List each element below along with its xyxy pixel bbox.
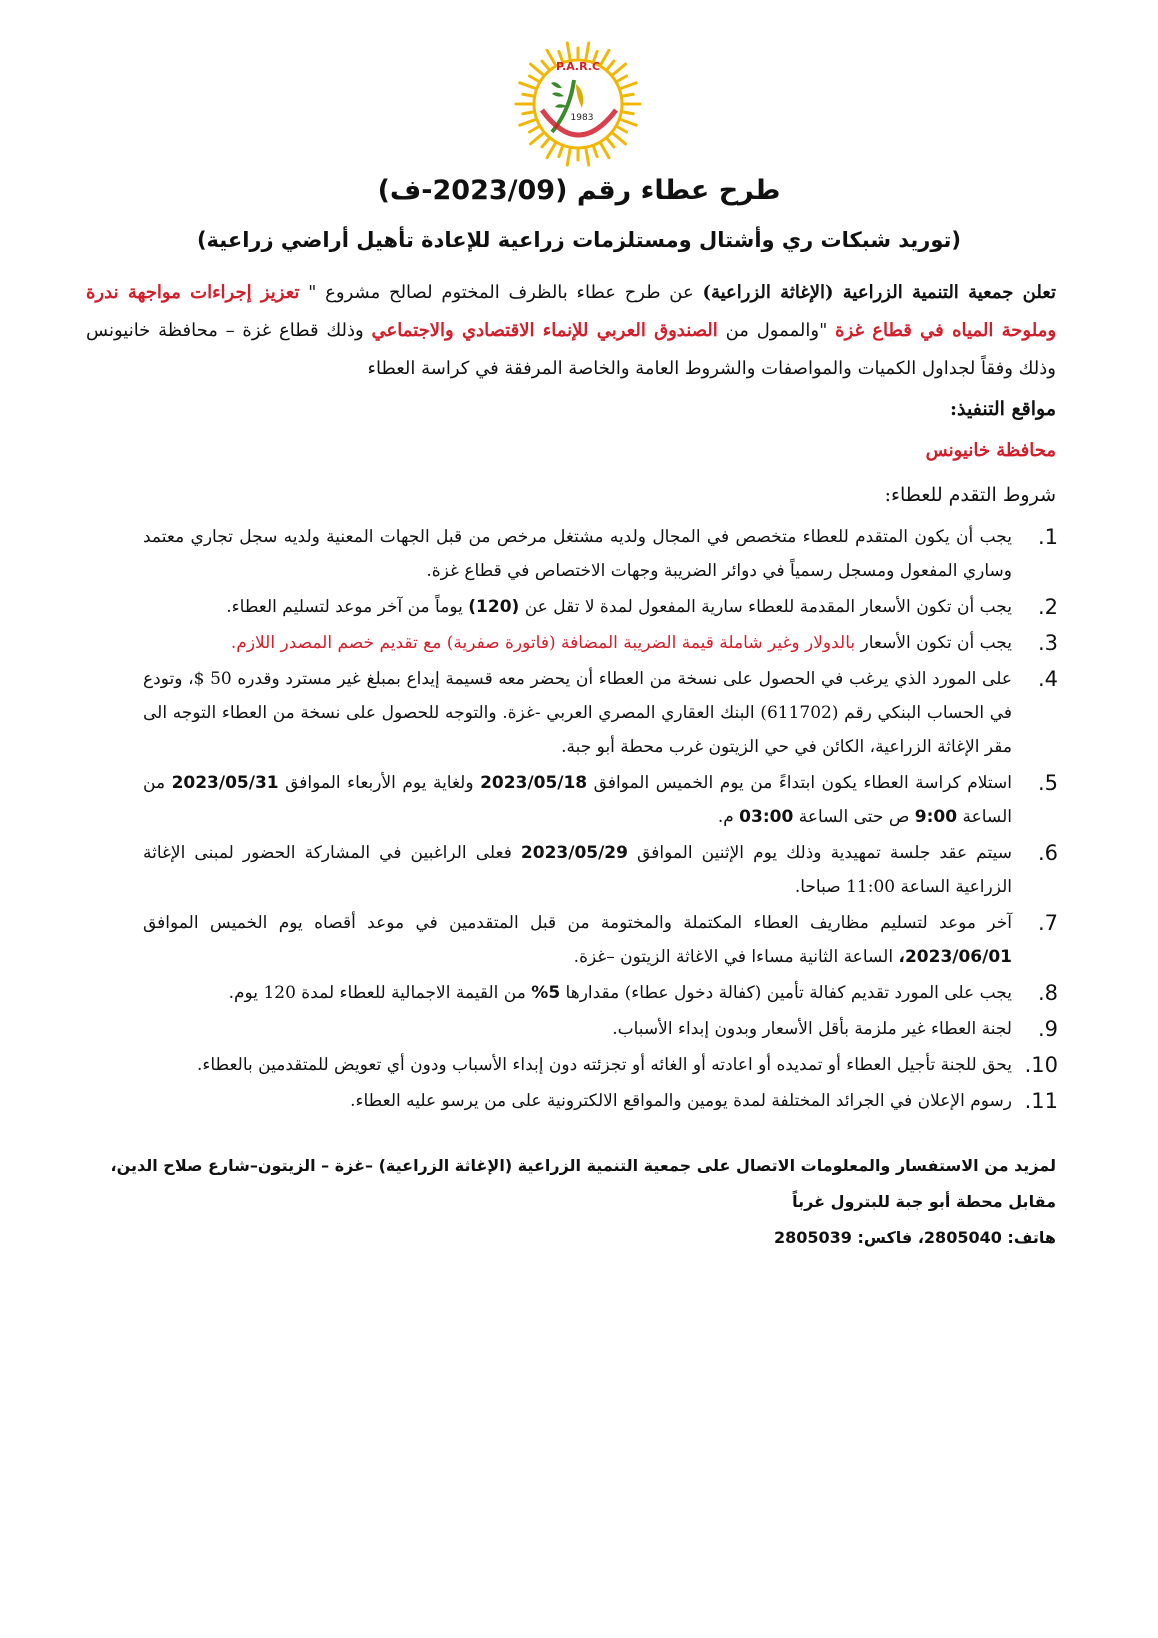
condition-text: من القيمة الاجمالية للعطاء لمدة 120 يوم.	[228, 983, 532, 1003]
condition-bond-percent: 5%	[531, 983, 561, 1003]
intro-text-2: "والممول من	[717, 320, 836, 341]
logo-sun-ray	[608, 61, 614, 69]
condition-validity-days: (120)	[468, 597, 520, 617]
logo-sun-ray	[621, 83, 636, 88]
logo-sun-ray	[530, 76, 539, 81]
condition-item	[143, 1084, 1058, 1118]
contact-phone-fax: هاتف: 2805040، فاكس: 2805039	[773, 1228, 1056, 1247]
condition-text: سيتم عقد جلسة تمهيدية وذلك يوم الإثنين الموافق	[627, 843, 1012, 863]
condition-number: 10.	[1024, 1053, 1058, 1077]
logo-sun-ray	[567, 149, 570, 165]
condition-text: يحق للجنة تأجيل العطاء أو تمديده أو اعادته أو الغائه أو تجزئته دون إبداء الأسباب ودون أي تعويض للمتقدمين بالعطاء.	[196, 1055, 1012, 1075]
logo-sun-ray	[547, 50, 555, 64]
tender-title: طرح عطاء رقم (2023/09-ف)	[377, 175, 781, 206]
logo-sun-ray	[530, 127, 539, 132]
condition-start-date: 2023/05/18	[480, 773, 588, 793]
condition-item	[143, 976, 1058, 1010]
conditions-heading: شروط التقدم للعطاء:	[884, 484, 1056, 506]
condition-number: 4.	[1037, 667, 1058, 691]
logo-sun-ray	[618, 127, 627, 132]
logo-sun-ray	[621, 120, 636, 125]
condition-number: 9.	[1037, 1017, 1058, 1041]
parc-logo	[512, 40, 644, 168]
execution-location: محافظة خانيونس	[925, 440, 1056, 461]
intro-text-1: عن طرح عطاء بالظرف المختوم لصالح مشروع "	[299, 282, 703, 303]
logo-sun-ray	[613, 64, 625, 74]
logo-sun-ray	[623, 112, 633, 114]
condition-text: على المورد الذي يرغب في الحصول على نسخة من العطاء أن يحضر معه قسيمة إيداع بمبلغ غير مسترد وقدره 50 $، وتودع في الحساب البنكي رقم (611702) البنك العقاري المصري العربي -غزة. والتوجه للحصول على نسخة من العطاء التوجه الى مقر الإغاثة الزراعية، الكائن في حي الزيتون غرب محطة أبو جبة.	[143, 669, 1012, 757]
logo-sun-ray	[623, 94, 633, 96]
condition-invoice-note: (فاتورة صفرية) مع تقديم خصم المصدر اللازم.	[230, 633, 556, 653]
logo-sun-ray	[520, 83, 535, 88]
logo-sun-ray	[547, 144, 555, 158]
condition-text: يجب أن تكون الأسعار	[855, 633, 1012, 653]
condition-number: 11.	[1024, 1089, 1058, 1113]
logo-sun-ray	[594, 147, 597, 156]
condition-text: آخر موعد لتسليم مظاريف العطاء المكتملة والمختومة من قبل المتقدمين في موعد أقصاه يوم الخميس الموافق	[143, 913, 1012, 933]
logo-sun-ray	[613, 134, 625, 144]
condition-item	[143, 906, 1058, 974]
condition-item	[143, 836, 1058, 904]
tender-subtitle: (توريد شبكات ري وأشتال ومستلزمات زراعية للإعادة تأهيل أراضي زراعية)	[196, 228, 962, 252]
logo-sun-ray	[586, 43, 589, 59]
condition-end-time: 03:00	[739, 807, 794, 827]
condition-number: 6.	[1037, 841, 1058, 865]
logo-year: 1983	[570, 113, 594, 123]
condition-text: لجنة العطاء غير ملزمة بأقل الأسعار وبدون إبداء الأسباب.	[612, 1019, 1012, 1039]
condition-number: 5.	[1037, 771, 1058, 795]
condition-item	[143, 590, 1058, 624]
execution-heading: مواقع التنفيذ:	[950, 398, 1056, 420]
condition-text: فعلى الراغبين في المشاركة الحضور لمبنى الإغاثة الزراعية الساعة 11:00 صباحا.	[143, 843, 1012, 897]
logo-sun-ray	[601, 50, 609, 64]
logo-sun-ray	[567, 43, 570, 59]
intro-org: تعلن جمعية التنمية الزراعية (الإغاثة الزراعية)	[702, 282, 1056, 303]
condition-end-date: 2023/05/31	[171, 773, 279, 793]
condition-text: من الساعة	[143, 773, 1012, 827]
logo-sun-ray	[531, 134, 543, 144]
logo-sun-ray	[531, 64, 543, 74]
logo-sun-ray	[601, 144, 609, 158]
condition-text: يجب على المورد تقديم كفالة تأمين (كفالة دخول عطاء) مقدارها	[560, 983, 1012, 1003]
intro-funder: الصندوق العربي للإنماء الاقتصادي والاجتماعي	[371, 320, 718, 341]
condition-number: 3.	[1037, 631, 1058, 655]
logo-sun-ray	[542, 139, 548, 147]
condition-item	[143, 766, 1058, 834]
condition-text: الساعة الثانية مساءا في الاغاثة الزيتون –غزة.	[573, 947, 899, 967]
condition-number: 1.	[1037, 525, 1058, 549]
condition-text: رسوم الإعلان في الجرائد المختلفة لمدة يومين والمواقع الالكترونية على من يرسو عليه العطاء.	[350, 1091, 1012, 1111]
condition-number: 8.	[1037, 981, 1058, 1005]
logo-sun-ray	[523, 94, 533, 96]
condition-item	[143, 1012, 1058, 1046]
condition-text: م.	[717, 807, 740, 827]
condition-text: ص حتى الساعة	[793, 807, 915, 827]
logo-sun-ray	[608, 139, 614, 147]
condition-item	[143, 1048, 1058, 1082]
intro-paragraph	[86, 274, 1056, 388]
condition-text: يجب أن يكون المتقدم للعطاء متخصص في المجال ولديه مشتغل مرخص من قبل الجهات المعنية ولديه سجل تجاري معتمد وساري المفعول ومسجل رسمياً في دوائر الضريبة وجهات الاختصاص في قطاع غزة.	[143, 527, 1012, 581]
logo-sun-ray	[542, 61, 548, 69]
condition-item	[143, 662, 1058, 764]
condition-number: 2.	[1037, 595, 1058, 619]
condition-text: يجب أن تكون الأسعار المقدمة للعطاء سارية المفعول لمدة لا تقل عن	[519, 597, 1012, 617]
contact-info	[86, 1148, 1056, 1256]
condition-currency-note: بالدولار وغير شاملة قيمة الضريبة المضافة	[555, 633, 856, 653]
condition-item	[143, 626, 1058, 660]
condition-number: 7.	[1037, 911, 1058, 935]
condition-text: يوماً من آخر موعد لتسليم العطاء.	[226, 597, 469, 617]
condition-meeting-date: 2023/05/29	[520, 843, 628, 863]
contact-address: لمزيد من الاستفسار والمعلومات الاتصال على جمعية التنمية الزراعية (الإغاثة الزراعية) –غزة – الزيتون–شارع صلاح الدين، مقابل محطة أبو جبة للبترول غرباً	[110, 1156, 1056, 1211]
logo-sun-ray	[618, 76, 627, 81]
logo-sun-ray	[586, 149, 589, 165]
conditions-list	[143, 520, 1058, 1120]
logo-sun-ray	[520, 120, 535, 125]
logo-sun-ray	[523, 112, 533, 114]
condition-start-time: 9:00	[914, 807, 958, 827]
intro-text-3: وذلك قطاع غزة – محافظة خانيونس وذلك وفقاً لجداول الكميات والمواصفات والشروط العامة والخاصة المرفقة في كراسة العطاء	[86, 320, 1056, 379]
intro-project-name: تعزيز إجراءات مواجهة ندرة وملوحة المياه في قطاع غزة	[86, 282, 1057, 341]
condition-deadline-date: 2023/06/01،	[898, 947, 1012, 967]
condition-text: ولغاية يوم الأربعاء الموافق	[278, 773, 481, 793]
condition-item	[143, 520, 1058, 588]
logo-sun-ray	[559, 147, 562, 156]
condition-text: استلام كراسة العطاء يكون ابتداءً من يوم الخميس الموافق	[587, 773, 1013, 793]
logo-label-top: P.A.R.C	[555, 60, 601, 73]
